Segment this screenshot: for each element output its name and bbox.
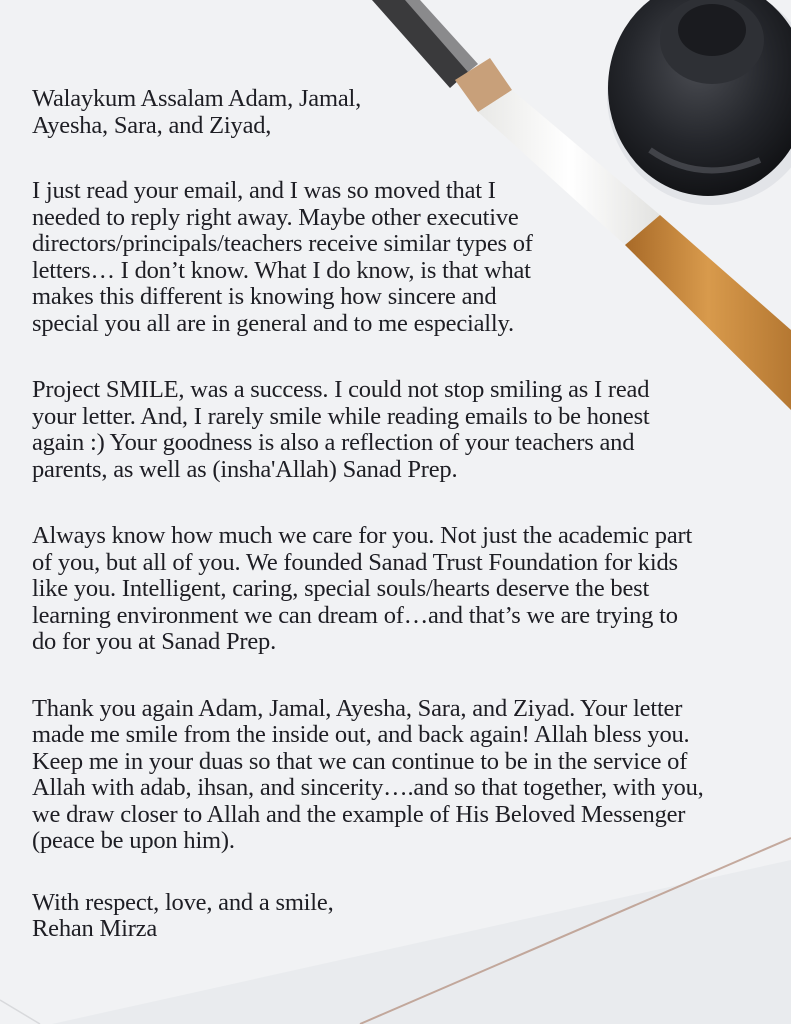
letter-paragraph-3: Always know how much we care for you. Not just the academic part of you, but all of you. We founded Sanad Trust Foundation for kids like you. Intelligent, caring, special souls/hearts deserve the best learning environment we can dream of…and that’s we are trying to do for you at Sanad Prep. <box>32 522 693 655</box>
letter-greeting: Walaykum Assalam Adam, Jamal, Ayesha, Sara, and Ziyad, <box>32 85 362 139</box>
letter-closing-signature: With respect, love, and a smile, Rehan Mirza <box>32 888 334 942</box>
letter-paragraph-1: I just read your email, and I was so moved that I needed to reply right away. Maybe other executive directors/principals/teachers receive similar types of letters… I don’t know. What I do know, is that what makes this different is knowing how sincere and special you all are in general and to me especially. <box>32 177 533 337</box>
letter-paragraph-4: Thank you again Adam, Jamal, Ayesha, Sara, and Ziyad. Your letter made me smile from the inside out, and back again! Allah bless you. Keep me in your duas so that we can continue to be in the service of Allah with adab, ihsan, and sincerity….and so that together, with you, we draw closer to Allah and the example of His Beloved Messenger (peace be upon him). <box>32 694 704 854</box>
letter-body <box>32 86 782 943</box>
letter-paragraph-2: Project SMILE, was a success. I could not stop smiling as I read your letter. And, I rarely smile while reading emails to be honest again :) Your goodness is also a reflection of your teachers and parents, as well as (insha'Allah) Sanad Prep. <box>32 376 650 483</box>
